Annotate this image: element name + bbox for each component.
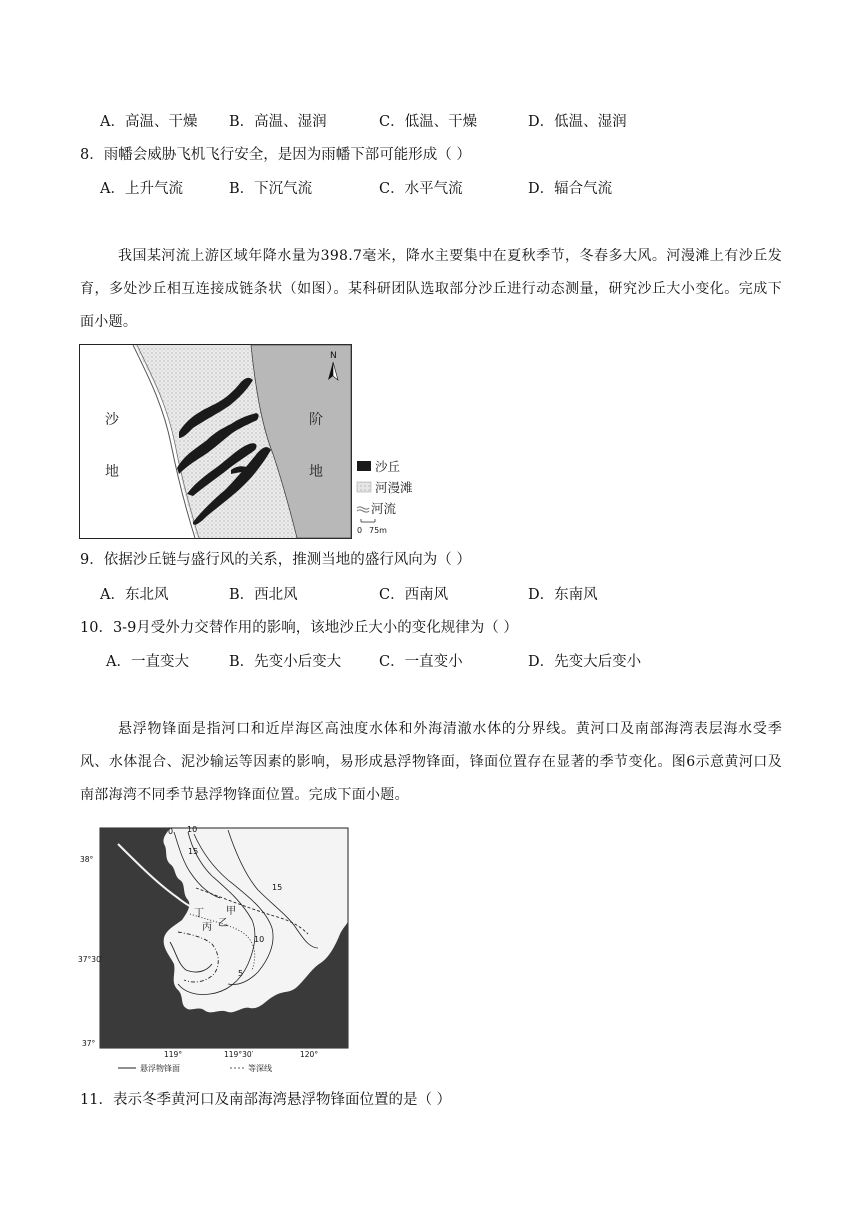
q7-option-a: A．高温、干燥 bbox=[100, 114, 198, 130]
lat-38-label: 38° bbox=[80, 855, 94, 864]
lon-120-label: 120° bbox=[300, 1050, 319, 1059]
legend-floodplain-label: 河漫滩 bbox=[375, 480, 413, 495]
label-jia: 甲 bbox=[226, 906, 236, 917]
yellow-river-mouth-map bbox=[78, 824, 358, 1080]
q7-option-c: C．低温、干燥 bbox=[379, 114, 478, 130]
legend-river-label: 河流 bbox=[371, 501, 397, 516]
dune-map bbox=[79, 344, 444, 540]
lon-119-label: 119° bbox=[164, 1050, 183, 1059]
q7-option-d: D．低温、湿润 bbox=[528, 114, 627, 130]
legend-dune-swatch bbox=[357, 461, 371, 471]
q10-stem: 10．3-9月受外力交替作用的影响，该地沙丘大小的变化规律为（ ） bbox=[80, 620, 518, 636]
q11-stem: 11．表示冬季黄河口及南部海湾悬浮物锋面位置的是（ ） bbox=[80, 1092, 452, 1108]
sand-land-label-2: 地 bbox=[105, 464, 119, 480]
lat-3730-label: 37°30′ bbox=[78, 955, 103, 964]
label-bing: 丙 bbox=[202, 922, 212, 933]
terrace-label-2: 地 bbox=[309, 464, 323, 480]
q10-option-c: C．一直变小 bbox=[379, 654, 463, 670]
contour-10b-label: 10 bbox=[254, 935, 265, 944]
legend-floodplain-swatch bbox=[357, 482, 371, 492]
q9-stem: 9．依据沙丘链与盛行风的关系，推测当地的盛行风向为（ ） bbox=[80, 552, 471, 568]
lon-11930-label: 119°30′ bbox=[224, 1050, 254, 1059]
contour-10a-label: 10 bbox=[187, 825, 198, 834]
legend-front-label: 悬浮物锋面 bbox=[140, 1064, 180, 1073]
sand-land-label-1: 沙 bbox=[105, 412, 119, 428]
q8-option-a: A．上升气流 bbox=[100, 181, 183, 197]
q8-stem: 8．雨幡会威胁飞机飞行安全，是因为雨幡下部可能形成（ ） bbox=[80, 147, 471, 163]
q9-option-a: A．东北风 bbox=[100, 587, 169, 603]
q8-option-b: B．下沉气流 bbox=[229, 181, 313, 197]
map1-legend bbox=[357, 459, 413, 535]
q10-option-d: D．先变大后变小 bbox=[528, 654, 642, 670]
q10-option-a: A．一直变大 bbox=[106, 654, 189, 670]
q9-option-d: D．东南风 bbox=[528, 587, 598, 603]
q9-option-c: C．西南风 bbox=[379, 587, 449, 603]
contour-5-label: 5 bbox=[238, 969, 244, 978]
terrace-label-1: 阶 bbox=[309, 412, 323, 428]
north-label: N bbox=[330, 351, 337, 361]
legend-isobath-label: 等深线 bbox=[248, 1064, 272, 1073]
q9-option-b: B．西北风 bbox=[229, 587, 298, 603]
label-ding: 丁 bbox=[194, 908, 204, 919]
q10-option-b: B．先变小后变大 bbox=[229, 654, 342, 670]
legend-river-swatch bbox=[357, 507, 369, 509]
contour-15a-label: 15 bbox=[188, 847, 199, 856]
lat-37-label: 37° bbox=[82, 1039, 96, 1048]
scale-75m: 75m bbox=[369, 526, 387, 535]
legend-dune-label: 沙丘 bbox=[375, 459, 401, 474]
q8-option-c: C．水平气流 bbox=[379, 181, 463, 197]
passage-dunes: 我国某河流上游区域年降水量为398.7毫米，降水主要集中在夏秋季节，冬春多大风。河漫滩上有沙丘发育，多处沙丘相互连接成链条状（如图）。某科研团队选取部分沙丘进行动态测量，研究沙丘大小变化。完成下面小题。 bbox=[80, 248, 782, 330]
contour-15b-label: 15 bbox=[272, 883, 283, 892]
contour-0-label: 0 bbox=[168, 827, 174, 836]
q7-option-b: B．高温、湿润 bbox=[229, 114, 327, 130]
passage-suspended-front: 悬浮物锋面是指河口和近岸海区高浊度水体和外海清澈水体的分界线。黄河口及南部海湾表层海水受季风、水体混合、泥沙输运等因素的影响，易形成悬浮物锋面，锋面位置存在显著的季节变化。图6示意黄河口及南部海湾不同季节悬浮物锋面位置。完成下面小题。 bbox=[80, 721, 782, 803]
label-yi: 乙 bbox=[218, 918, 228, 929]
q8-option-d: D．辐合气流 bbox=[528, 181, 613, 197]
scale-zero: 0 bbox=[357, 526, 363, 535]
